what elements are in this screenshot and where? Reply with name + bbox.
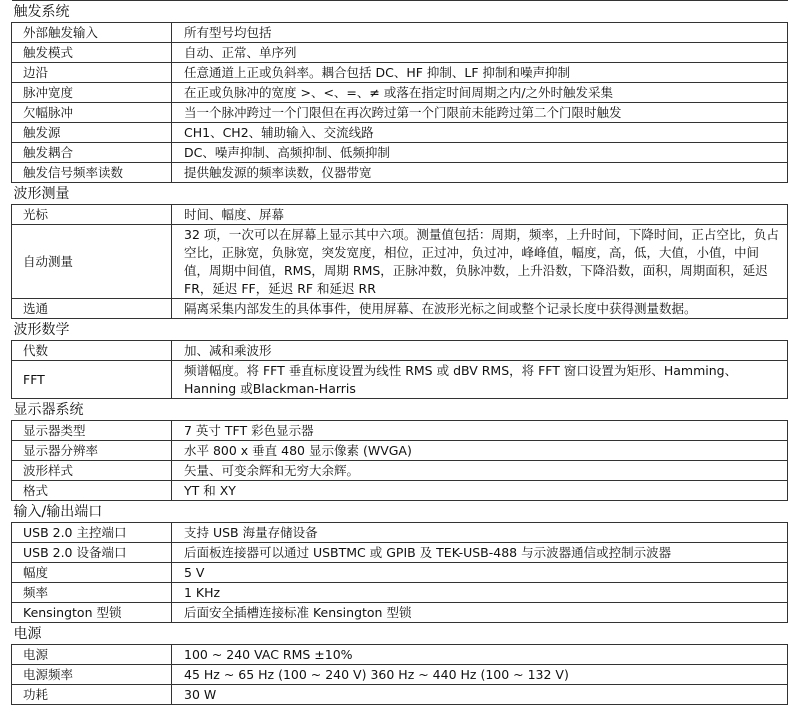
section-header-row — [12, 623, 788, 645]
spec-value: 水平 800 x 垂直 480 显示像素 (WVGA) — [172, 441, 788, 461]
spec-value: 后面板连接器可以通过 USBTMC 或 GPIB 及 TEK-USB-488 与示波器通信或控制示波器 — [172, 543, 788, 563]
spec-key: 幅度 — [12, 563, 172, 583]
spec-value: CH1、CH2、辅助输入、交流线路 — [172, 123, 788, 143]
spec-value: 任意通道上正或负斜率。耦合包括 DC、HF 抑制、LF 抑制和噪声抑制 — [172, 63, 788, 83]
spec-key: 触发模式 — [12, 43, 172, 63]
spec-key: 触发耦合 — [12, 143, 172, 163]
spec-value: 30 W — [172, 685, 788, 705]
spec-row — [12, 63, 788, 83]
spec-key: 欠幅脉冲 — [12, 103, 172, 123]
spec-row — [12, 143, 788, 163]
spec-value: 1 KHz — [172, 583, 788, 603]
spec-row — [12, 481, 788, 501]
spec-value: 频谱幅度。将 FFT 垂直标度设置为线性 RMS 或 dBV RMS，将 FFT 窗口设置为矩形、Hamming、Hanning 或Blackman-Harris — [172, 361, 788, 399]
spec-value: 100 ~ 240 VAC RMS ±10% — [172, 645, 788, 665]
spec-key: 显示器分辨率 — [12, 441, 172, 461]
spec-row — [12, 225, 788, 299]
spec-value: 在正或负脉冲的宽度 >、<、=、≠ 或落在指定时间周期之内/之外时触发采集 — [172, 83, 788, 103]
spec-row — [12, 103, 788, 123]
section-header-row — [12, 319, 788, 341]
spec-value: 提供触发源的频率读数，仪器带宽 — [172, 163, 788, 183]
section-title: 波形测量 — [12, 183, 788, 205]
spec-key: 功耗 — [12, 685, 172, 705]
spec-row — [12, 685, 788, 705]
spec-value: YT 和 XY — [172, 481, 788, 501]
spec-key: USB 2.0 设备端口 — [12, 543, 172, 563]
spec-key: 边沿 — [12, 63, 172, 83]
spec-key: 电源频率 — [12, 665, 172, 685]
spec-key: 脉冲宽度 — [12, 83, 172, 103]
section-header-row — [12, 1, 788, 23]
spec-value: 7 英寸 TFT 彩色显示器 — [172, 421, 788, 441]
section-header-row — [12, 399, 788, 421]
section-title: 电源 — [12, 623, 788, 645]
spec-value: 当一个脉冲跨过一个门限但在再次跨过第一个门限前未能跨过第二个门限时触发 — [172, 103, 788, 123]
spec-row — [12, 83, 788, 103]
spec-key: 自动测量 — [12, 225, 172, 299]
spec-value: 支持 USB 海量存储设备 — [172, 523, 788, 543]
spec-key: 触发源 — [12, 123, 172, 143]
spec-row — [12, 361, 788, 399]
spec-key: 代数 — [12, 341, 172, 361]
section-header-row — [12, 501, 788, 523]
spec-key: 选通 — [12, 299, 172, 319]
section-title: 触发系统 — [12, 1, 788, 23]
spec-key: 电源 — [12, 645, 172, 665]
spec-key: 显示器类型 — [12, 421, 172, 441]
spec-row — [12, 645, 788, 665]
spec-key: 格式 — [12, 481, 172, 501]
spec-value: 矢量、可变余辉和无穷大余辉。 — [172, 461, 788, 481]
spec-key: Kensington 型锁 — [12, 603, 172, 623]
spec-row — [12, 205, 788, 225]
spec-value: 后面安全插槽连接标准 Kensington 型锁 — [172, 603, 788, 623]
spec-key: 波形样式 — [12, 461, 172, 481]
spec-row — [12, 123, 788, 143]
spec-key: 频率 — [12, 583, 172, 603]
spec-row — [12, 543, 788, 563]
section-title: 显示器系统 — [12, 399, 788, 421]
spec-table-body — [12, 1, 788, 705]
spec-row — [12, 583, 788, 603]
spec-value: 所有型号均包括 — [172, 23, 788, 43]
spec-row — [12, 421, 788, 441]
spec-row — [12, 23, 788, 43]
spec-value: 32 项，一次可以在屏幕上显示其中六项。测量值包括：周期，频率，上升时间，下降时间，正占空比，负占空比，正脉宽，负脉宽，突发宽度，相位，正过冲，负过冲，峰峰值，幅度，高，低，大值，小值，中间值，周期中间值，RMS，周期 RMS，正脉冲数，负脉冲数，上升沿数，下降沿数，面积，周期面积，延迟 FR，延迟 FF，延迟 RF 和延迟 RR — [172, 225, 788, 299]
section-header-row — [12, 183, 788, 205]
spec-row — [12, 523, 788, 543]
section-title: 输入/输出端口 — [12, 501, 788, 523]
spec-row — [12, 563, 788, 583]
spec-key: FFT — [12, 361, 172, 399]
spec-value: 45 Hz ~ 65 Hz (100 ~ 240 V) 360 Hz ~ 440 Hz (100 ~ 132 V) — [172, 665, 788, 685]
spec-key: 光标 — [12, 205, 172, 225]
spec-row — [12, 603, 788, 623]
spec-row — [12, 441, 788, 461]
spec-key: 触发信号频率读数 — [12, 163, 172, 183]
spec-row — [12, 43, 788, 63]
section-title: 波形数学 — [12, 319, 788, 341]
spec-value: 5 V — [172, 563, 788, 583]
spec-value: DC、噪声抑制、高频抑制、低频抑制 — [172, 143, 788, 163]
spec-value: 自动、正常、单序列 — [172, 43, 788, 63]
spec-row — [12, 461, 788, 481]
spec-value: 隔离采集内部发生的具体事件，使用屏幕、在波形光标之间或整个记录长度中获得测量数据。 — [172, 299, 788, 319]
spec-table — [11, 0, 788, 705]
spec-row — [12, 299, 788, 319]
spec-row — [12, 665, 788, 685]
spec-value: 时间、幅度、屏幕 — [172, 205, 788, 225]
spec-row — [12, 341, 788, 361]
spec-key: USB 2.0 主控端口 — [12, 523, 172, 543]
spec-key: 外部触发输入 — [12, 23, 172, 43]
spec-value: 加、减和乘波形 — [172, 341, 788, 361]
spec-row — [12, 163, 788, 183]
